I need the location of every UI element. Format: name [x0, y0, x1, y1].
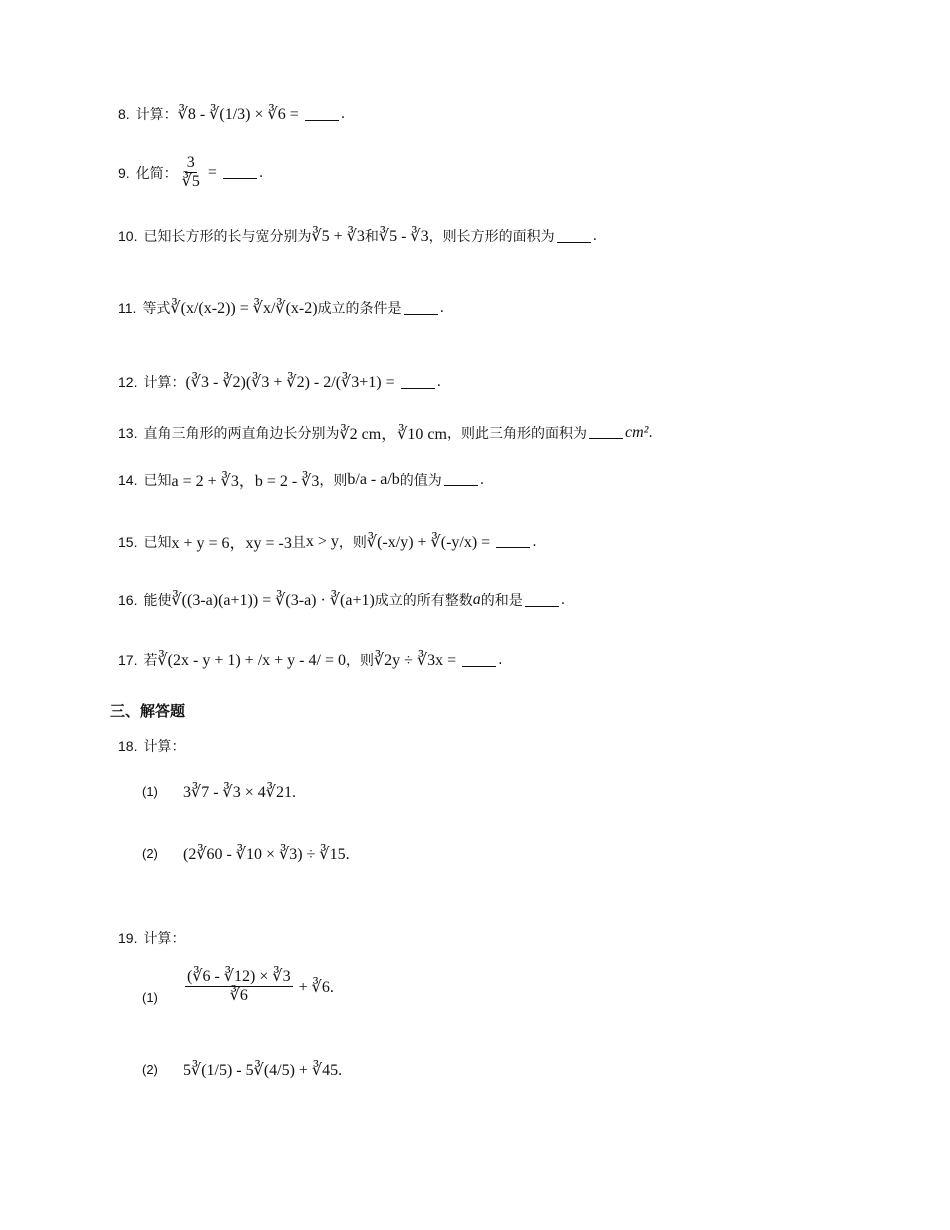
unit-label: cm² — [624, 423, 649, 441]
question-tail: . — [498, 652, 503, 668]
question-label: 计算： — [143, 739, 186, 755]
answer-blank — [462, 654, 496, 667]
question-tail: . — [560, 592, 566, 608]
question-text: 直角三角形的两直角边长分别为 — [143, 425, 340, 442]
question-text: ，则 — [338, 534, 367, 551]
subquestion-label: (2) — [142, 846, 158, 861]
subquestion-expression — [183, 968, 334, 1005]
question-text: 已知 — [143, 472, 172, 489]
math-expression: ∛(-x/y) + ∛(-y/x) = — [366, 533, 495, 551]
answer-blank — [557, 230, 591, 243]
question-number: 11. — [118, 300, 137, 316]
question-tail: . — [532, 533, 537, 550]
math-expression: ∛(x/(x-2)) = ∛x/∛(x-2) — [170, 300, 318, 317]
fraction-denominator: ∛5 — [181, 173, 200, 190]
answer-blank — [444, 473, 478, 486]
question-text: ，则 — [345, 653, 374, 669]
answer-blank — [525, 594, 559, 607]
math-expression: b/a - a/b — [347, 470, 400, 488]
math-expression: + ∛6. — [294, 978, 334, 996]
question-text: 和 — [364, 229, 379, 245]
answer-blank — [589, 426, 623, 439]
question-tail: . — [592, 228, 598, 244]
question-text: ，则 — [319, 472, 348, 489]
math-expression: (∛3 - ∛2)(∛3 + ∛2) - 2/(∛3+1) = — [185, 374, 399, 391]
question-8 — [118, 104, 345, 124]
question-number: 13. — [118, 424, 138, 441]
question-tail: . — [479, 471, 485, 488]
question-number: 8. — [118, 106, 130, 122]
question-label: 计算： — [135, 107, 178, 123]
subquestion-expression: 5∛(1/5) - 5∛(4/5) + ∛45. — [183, 1062, 343, 1079]
question-tail: . — [436, 374, 442, 390]
math-expression: ∛((3-a)(a+1)) = ∛(3-a) · ∛(a+1) — [171, 592, 375, 609]
question-text: 成立的条件是 — [317, 301, 402, 317]
math-expression: ∛8 - ∛(1/3) × ∛6 = — [177, 106, 303, 123]
subquestion-label: (2) — [142, 1062, 158, 1077]
math-expression: ∛2 cm，∛10 cm — [339, 426, 447, 443]
question-number: 15. — [118, 533, 138, 550]
answer-blank — [496, 535, 530, 548]
question-12 — [118, 372, 441, 392]
question-number: 16. — [118, 592, 138, 608]
math-expression: ∛2y ÷ ∛3x = — [373, 652, 461, 669]
question-number: 12. — [118, 374, 138, 390]
question-text: 且 — [291, 534, 306, 551]
math-expression: ∛5 + ∛3 — [311, 228, 365, 245]
answer-blank — [404, 302, 438, 315]
question-tail: . — [340, 106, 346, 122]
math-expression: = — [203, 163, 221, 181]
question-text: 已知长方形的长与宽分别为 — [143, 229, 312, 245]
question-number: 19. — [118, 930, 138, 946]
question-13 — [118, 421, 653, 444]
subquestion-expression: (2∛60 - ∛10 × ∛3) ÷ ∛15. — [183, 846, 350, 863]
math-expression: x > y — [305, 532, 339, 550]
answer-blank — [223, 166, 257, 179]
math-expression: a = 2 + ∛3，b = 2 - ∛3 — [171, 473, 320, 490]
question-number: 18. — [118, 738, 138, 754]
answer-blank — [401, 376, 435, 389]
question-18 — [118, 736, 185, 756]
math-variable: a — [472, 591, 481, 608]
question-text: ，则长方形的面积为 — [428, 229, 555, 245]
question-label: 化简： — [135, 165, 178, 182]
fraction — [185, 968, 293, 1005]
question-text: 成立的所有整数 — [374, 593, 473, 609]
question-19 — [118, 928, 185, 948]
question-number: 10. — [118, 228, 138, 244]
question-text: 若 — [143, 653, 158, 669]
question-text: 能使 — [143, 593, 172, 609]
question-11 — [118, 298, 444, 318]
question-text: 已知 — [143, 534, 172, 551]
question-14 — [118, 468, 484, 491]
question-number: 17. — [118, 652, 138, 668]
question-15 — [118, 530, 537, 553]
answer-blank — [305, 108, 339, 121]
fraction-numerator: 3 — [186, 154, 195, 171]
question-text: 的值为 — [399, 472, 442, 489]
math-expression: ∛5 - ∛3 — [378, 228, 429, 245]
question-number: 14. — [118, 471, 138, 488]
section-heading: 三、解答题 — [110, 702, 186, 720]
fraction — [180, 154, 202, 191]
question-label: 计算： — [143, 931, 186, 947]
question-17 — [118, 650, 503, 670]
question-tail: . — [439, 300, 445, 316]
question-label: 计算： — [143, 375, 186, 391]
subquestion-expression: 3∛7 - ∛3 × 4∛21. — [183, 784, 296, 801]
question-text: 等式 — [142, 301, 171, 317]
subquestion-label: (1) — [142, 990, 158, 1005]
fraction-numerator: (∛6 - ∛12) × ∛3 — [187, 968, 291, 985]
question-text: 的和是 — [480, 593, 523, 609]
question-text: ，则此三角形的面积为 — [446, 425, 587, 442]
math-expression: x + y = 6，xy = -3 — [171, 535, 292, 552]
question-9 — [118, 154, 263, 191]
question-16 — [118, 590, 565, 610]
question-number: 9. — [118, 164, 130, 181]
math-expression: ∛(2x - y + 1) + /x + y - 4/ = 0 — [157, 652, 346, 669]
question-10 — [118, 226, 597, 246]
subquestion-label: (1) — [142, 784, 158, 799]
fraction-denominator: ∛6 — [229, 987, 248, 1004]
question-tail: . — [648, 424, 653, 441]
question-tail: . — [258, 164, 264, 181]
